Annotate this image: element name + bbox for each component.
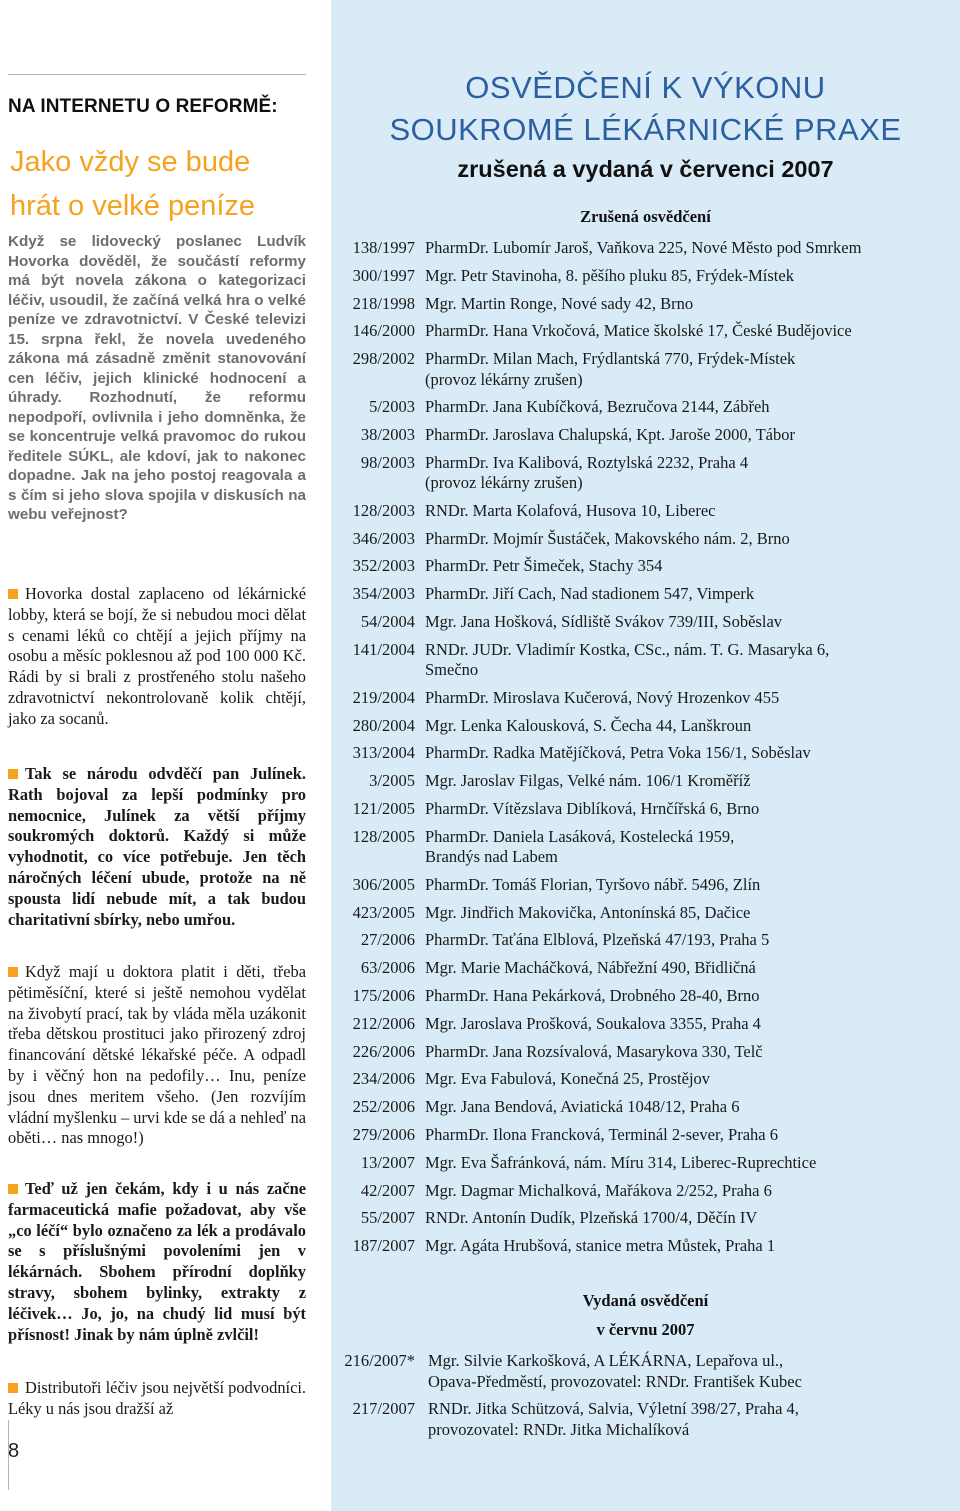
holder-details xyxy=(425,501,945,522)
certificate-number: 219/2004 xyxy=(352,687,415,707)
certificate-number: 300/1997 xyxy=(352,265,415,285)
paragraph-text: Hovorka dostal zaplaceno od lékárnické lobby, která se bojí, že si nebudou moci dělat s cenami léků co chtějí a jejich příjmy na osobu a měsíc poklesnou až pod 100 000 Kč. Rádi by si brali z prostřeného stolu našeho zdravotnictví nekontrolovaně kolik chtějí, jako za socanů. xyxy=(8,584,306,728)
holder-details xyxy=(425,1097,945,1118)
holder-line: RNDr. Jitka Schützová, Salvia, Výletní 398/27, Praha 4, xyxy=(428,1399,799,1418)
certificate-number: 128/2003 xyxy=(352,500,415,520)
certificate-number: 234/2006 xyxy=(352,1069,415,1089)
holder-details xyxy=(425,453,945,494)
holder-details xyxy=(425,1042,945,1063)
certificate-number: 216/2007* xyxy=(344,1351,415,1370)
paragraph-text: Tak se národu odvděčí pan Julínek. Rath bojoval za lepší podmínky pro nemocnice, Julínek za větší příjmy soukromých doktorů. Každý si může vyhodnotit, co více potřebuje. Jen těch náročných léčení ubude, protože na ně spousta lidí nebude mít, a tak budou charitativní sbírky, nebo umřou. xyxy=(8,764,306,929)
certificate-number: 217/2007 xyxy=(352,1399,415,1418)
certificate-number: 298/2002 xyxy=(352,349,415,369)
certificate-number: 346/2003 xyxy=(352,528,415,548)
paragraph-4 xyxy=(8,1179,306,1345)
holder-line: PharmDr. Tomáš Florian, Tyršovo nábř. 5496, Zlín xyxy=(425,874,761,894)
holder-details xyxy=(425,1125,945,1146)
holder-line-2: (provoz lékárny zrušen) xyxy=(425,369,583,389)
paragraph-1 xyxy=(8,584,306,730)
square-bullet-icon xyxy=(8,1184,18,1194)
holder-line: PharmDr. Mojmír Šustáček, Makovského nám. 2, Brno xyxy=(425,528,790,548)
holder-line: Mgr. Martin Ronge, Nové sady 42, Brno xyxy=(425,293,694,313)
paragraph-2 xyxy=(8,764,306,930)
holder-line: PharmDr. Iva Kalibová, Roztylská 2232, Praha 4 xyxy=(425,452,749,472)
holder-details xyxy=(428,1399,948,1440)
holder-line: Mgr. Eva Fabulová, Konečná 25, Prostějov xyxy=(425,1069,711,1089)
article-headline xyxy=(10,140,306,228)
holder-line: RNDr. Antonín Dudík, Plzeňská 1700/4, Děčín IV xyxy=(425,1208,758,1228)
holder-details xyxy=(425,266,945,287)
holder-details xyxy=(425,1014,945,1035)
holder-details xyxy=(425,612,945,633)
holder-details xyxy=(425,321,945,342)
certificate-number: 354/2003 xyxy=(352,584,415,604)
certificate-number: 5/2003 xyxy=(369,397,415,417)
certificate-number: 226/2006 xyxy=(352,1041,415,1061)
issued-heading-line-2: v červnu 2007 xyxy=(596,1320,695,1339)
certificate-number: 63/2006 xyxy=(360,958,415,978)
certificate-number: 212/2006 xyxy=(352,1013,415,1033)
holder-line: Mgr. Jaroslav Filgas, Velké nám. 106/1 Kroměříž xyxy=(425,771,751,791)
certificate-number: 279/2006 xyxy=(352,1125,415,1144)
holder-details xyxy=(425,799,945,820)
certificate-number: 141/2004 xyxy=(352,639,415,659)
certificate-number: 352/2003 xyxy=(352,556,415,576)
holder-details xyxy=(425,1236,945,1257)
panel-title-line-1: OSVĚDČENÍ K VÝKONU xyxy=(465,70,826,105)
holder-details xyxy=(425,903,945,924)
square-bullet-icon xyxy=(8,1383,18,1393)
holder-line: PharmDr. Jaroslava Chalupská, Kpt. Jaroše 2000, Tábor xyxy=(425,425,795,444)
holder-details xyxy=(428,1351,948,1392)
holder-details xyxy=(425,556,945,577)
paragraph-text: Teď už jen čekám, kdy i u nás začne farmaceutická mafie požadovat, aby vše „co léčí“ bylo označeno za lék a prodávalo se s příslušnými povoleními jen v lékárnách. Sbohem přírodní doplňky stravy, sbohem bylinky, extrakty z léčivek… Jo, jo, na chudý lid musí být přísnost! Jinak by nám úplně zvlčil! xyxy=(8,1179,306,1344)
holder-line: PharmDr. Ilona Francková, Terminál 2-sever, Praha 6 xyxy=(425,1125,778,1144)
holder-details xyxy=(425,640,945,681)
holder-line: PharmDr. Hana Pekárková, Drobného 28-40, Brno xyxy=(425,986,760,1005)
certificate-number: 13/2007 xyxy=(360,1152,415,1172)
holder-line: Mgr. Marie Macháčková, Nábřežní 490, Břidličná xyxy=(425,958,756,978)
holder-details xyxy=(425,743,945,764)
certificate-number: 98/2003 xyxy=(360,452,415,472)
page-number: 8 xyxy=(8,1440,20,1462)
certificate-number: 121/2005 xyxy=(352,799,415,818)
holder-line: Mgr. Agáta Hrubšová, stanice metra Můstek, Praha 1 xyxy=(425,1236,776,1256)
holder-line: RNDr. JUDr. Vladimír Kostka, CSc., nám. T. G. Masaryka 6, xyxy=(425,639,830,659)
certificate-number: 313/2004 xyxy=(352,743,415,763)
issued-heading-line-1: Vydaná osvědčení xyxy=(582,1291,709,1310)
holder-details xyxy=(425,1069,945,1090)
holder-line: Mgr. Lenka Kalousková, S. Čecha 44, Lanškroun xyxy=(425,715,752,735)
holder-line-2: Brandýs nad Labem xyxy=(425,847,558,867)
holder-line: PharmDr. Petr Šimeček, Stachy 354 xyxy=(425,556,663,576)
holder-details xyxy=(425,1208,945,1229)
article-lead: Když se lidovecký poslanec Ludvík Hovorka dověděl, že součástí reformy má být novela zákona o kategorizaci léčiv, usoudil, že začíná velká hra o velké peníze ve zdravotnictví. V České televizi 15. srpna řekl, že novela uvedeného zákona má zásadně změnit stanovování cen léčiv, jejich klinické hodnocení a úhrady. Rozhodnutí, že reformu nepodpoří, ovlivnila i jeho domněnka, že se koncentruje velká pravomoc do rukou ředitele SÚKL, ale kdoví, jak to nakonec dopadne. Jak na jeho postoj reagovala a s čím si jeho slova spojila v diskusích na webu veřejnost? xyxy=(8,233,306,523)
holder-line: RNDr. Marta Kolafová, Husova 10, Liberec xyxy=(425,500,716,520)
paragraph-3 xyxy=(8,962,306,1149)
paragraph-5 xyxy=(8,1378,306,1420)
certificate-number: 55/2007 xyxy=(360,1208,415,1228)
top-rule xyxy=(8,74,306,75)
article-column xyxy=(8,0,306,1511)
certificate-number: 42/2007 xyxy=(360,1180,415,1200)
holder-details xyxy=(425,1153,945,1174)
certificate-number: 423/2005 xyxy=(352,902,415,922)
certificate-number: 3/2005 xyxy=(369,771,415,791)
holder-line: Mgr. Jana Hošková, Sídliště Svákov 739/III, Soběslav xyxy=(425,612,783,631)
holder-details xyxy=(425,1181,945,1202)
holder-line: Mgr. Jindřich Makovička, Antonínská 85, Dačice xyxy=(425,902,751,922)
holder-line-2: Opava-Předměstí, provozovatel: RNDr. František Kubec xyxy=(428,1371,802,1391)
paragraph-text: Distributoři léčiv jsou největší podvodníci. Léky u nás jsou dražší až xyxy=(8,1378,306,1418)
panel-subtitle: zrušená a vydaná v červenci 2007 xyxy=(457,156,834,182)
headline-line-2: hrát o velké peníze xyxy=(10,190,256,222)
holder-line: Mgr. Petr Stavinoha, 8. pěšího pluku 85, Frýdek-Místek xyxy=(425,265,794,285)
holder-details xyxy=(425,397,945,418)
square-bullet-icon xyxy=(8,589,18,599)
holder-line: PharmDr. Jiří Cach, Nad stadionem 547, Vimperk xyxy=(425,584,755,604)
holder-details xyxy=(425,771,945,792)
paragraph-text: Když mají u doktora platit i děti, třeba pětiměsíční, které si ještě nemohou vydělat na živobytí prací, tak by vláda měla uzákonit třeba dětskou prostituci jako přirozený zdroj financování dětské lékařské péče. A odpadl by i věčný hon na pedofily… Inu, peníze jsou dnes meritem všeho. (Jen rozvíjím vládní myšlenku – urvi kde se dá a nehleď na oběti… nas mnogo!) xyxy=(8,962,306,1148)
registry-panel xyxy=(331,0,960,1511)
holder-line-2: provozovatel: RNDr. Jitka Michalíková xyxy=(428,1419,690,1439)
holder-details xyxy=(425,716,945,737)
holder-line: PharmDr. Miroslava Kučerová, Nový Hrozenkov 455 xyxy=(425,687,780,707)
holder-line: PharmDr. Radka Matějíčková, Petra Voka 156/1, Soběslav xyxy=(425,743,811,763)
holder-details xyxy=(425,529,945,550)
panel-title-line-2: SOUKROMÉ LÉKÁRNICKÉ PRAXE xyxy=(389,112,902,147)
holder-line: PharmDr. Daniela Lasáková, Kostelecká 1959, xyxy=(425,826,735,846)
certificate-number: 27/2006 xyxy=(360,930,415,950)
certificate-number: 138/1997 xyxy=(352,238,415,257)
holder-details xyxy=(425,349,945,390)
certificate-number: 146/2000 xyxy=(352,321,415,341)
holder-line: Mgr. Eva Šafránková, nám. Míru 314, Liberec-Ruprechtice xyxy=(425,1152,817,1172)
cancelled-heading: Zrušená osvědčení xyxy=(580,207,711,226)
holder-line: PharmDr. Lubomír Jaroš, Vaňkova 225, Nové Město pod Smrkem xyxy=(425,238,862,257)
square-bullet-icon xyxy=(8,967,18,977)
holder-line: PharmDr. Hana Vrkočová, Matice školské 17, České Budějovice xyxy=(425,321,852,341)
square-bullet-icon xyxy=(8,769,18,779)
holder-details xyxy=(425,238,945,259)
certificate-number: 128/2005 xyxy=(352,826,415,846)
holder-details xyxy=(425,294,945,315)
certificate-number: 280/2004 xyxy=(352,715,415,735)
holder-details xyxy=(425,986,945,1007)
holder-details xyxy=(425,688,945,709)
certificate-number: 175/2006 xyxy=(352,986,415,1005)
certificate-number: 54/2004 xyxy=(360,612,415,631)
holder-line: Mgr. Jana Bendová, Aviatická 1048/12, Praha 6 xyxy=(425,1097,740,1117)
holder-details xyxy=(425,584,945,605)
holder-details xyxy=(425,930,945,951)
holder-line: PharmDr. Milan Mach, Frýdlantská 770, Frýdek-Místek xyxy=(425,349,796,369)
certificate-number: 306/2005 xyxy=(352,874,415,894)
article-kicker: NA INTERNETU O REFORMĚ: xyxy=(8,96,278,117)
certificate-number: 38/2003 xyxy=(360,425,415,444)
holder-details xyxy=(425,875,945,896)
holder-line-2: Smečno xyxy=(425,660,479,680)
holder-line: Mgr. Silvie Karkošková, A LÉKÁRNA, Lepařova ul., xyxy=(428,1351,784,1370)
certificate-number: 252/2006 xyxy=(352,1097,415,1117)
holder-details xyxy=(425,425,945,446)
headline-line-1: Jako vždy se bude xyxy=(10,146,251,178)
holder-line: PharmDr. Jana Kubíčková, Bezručova 2144, Zábřeh xyxy=(425,397,770,417)
holder-line-2: (provoz lékárny zrušen) xyxy=(425,473,583,493)
holder-line: Mgr. Jaroslava Prošková, Soukalova 3355, Praha 4 xyxy=(425,1013,761,1033)
certificate-number: 187/2007 xyxy=(352,1236,415,1256)
holder-line: PharmDr. Taťána Elblová, Plzeňská 47/193, Praha 5 xyxy=(425,930,770,950)
certificate-number: 218/1998 xyxy=(352,293,415,313)
holder-line: Mgr. Dagmar Michalková, Mařákova 2/252, Praha 6 xyxy=(425,1180,772,1200)
holder-line: PharmDr. Vítězslava Diblíková, Hrnčířská 6, Brno xyxy=(425,799,760,818)
holder-details xyxy=(425,958,945,979)
holder-line: PharmDr. Jana Rozsívalová, Masarykova 330, Telč xyxy=(425,1041,763,1061)
holder-details xyxy=(425,827,945,868)
